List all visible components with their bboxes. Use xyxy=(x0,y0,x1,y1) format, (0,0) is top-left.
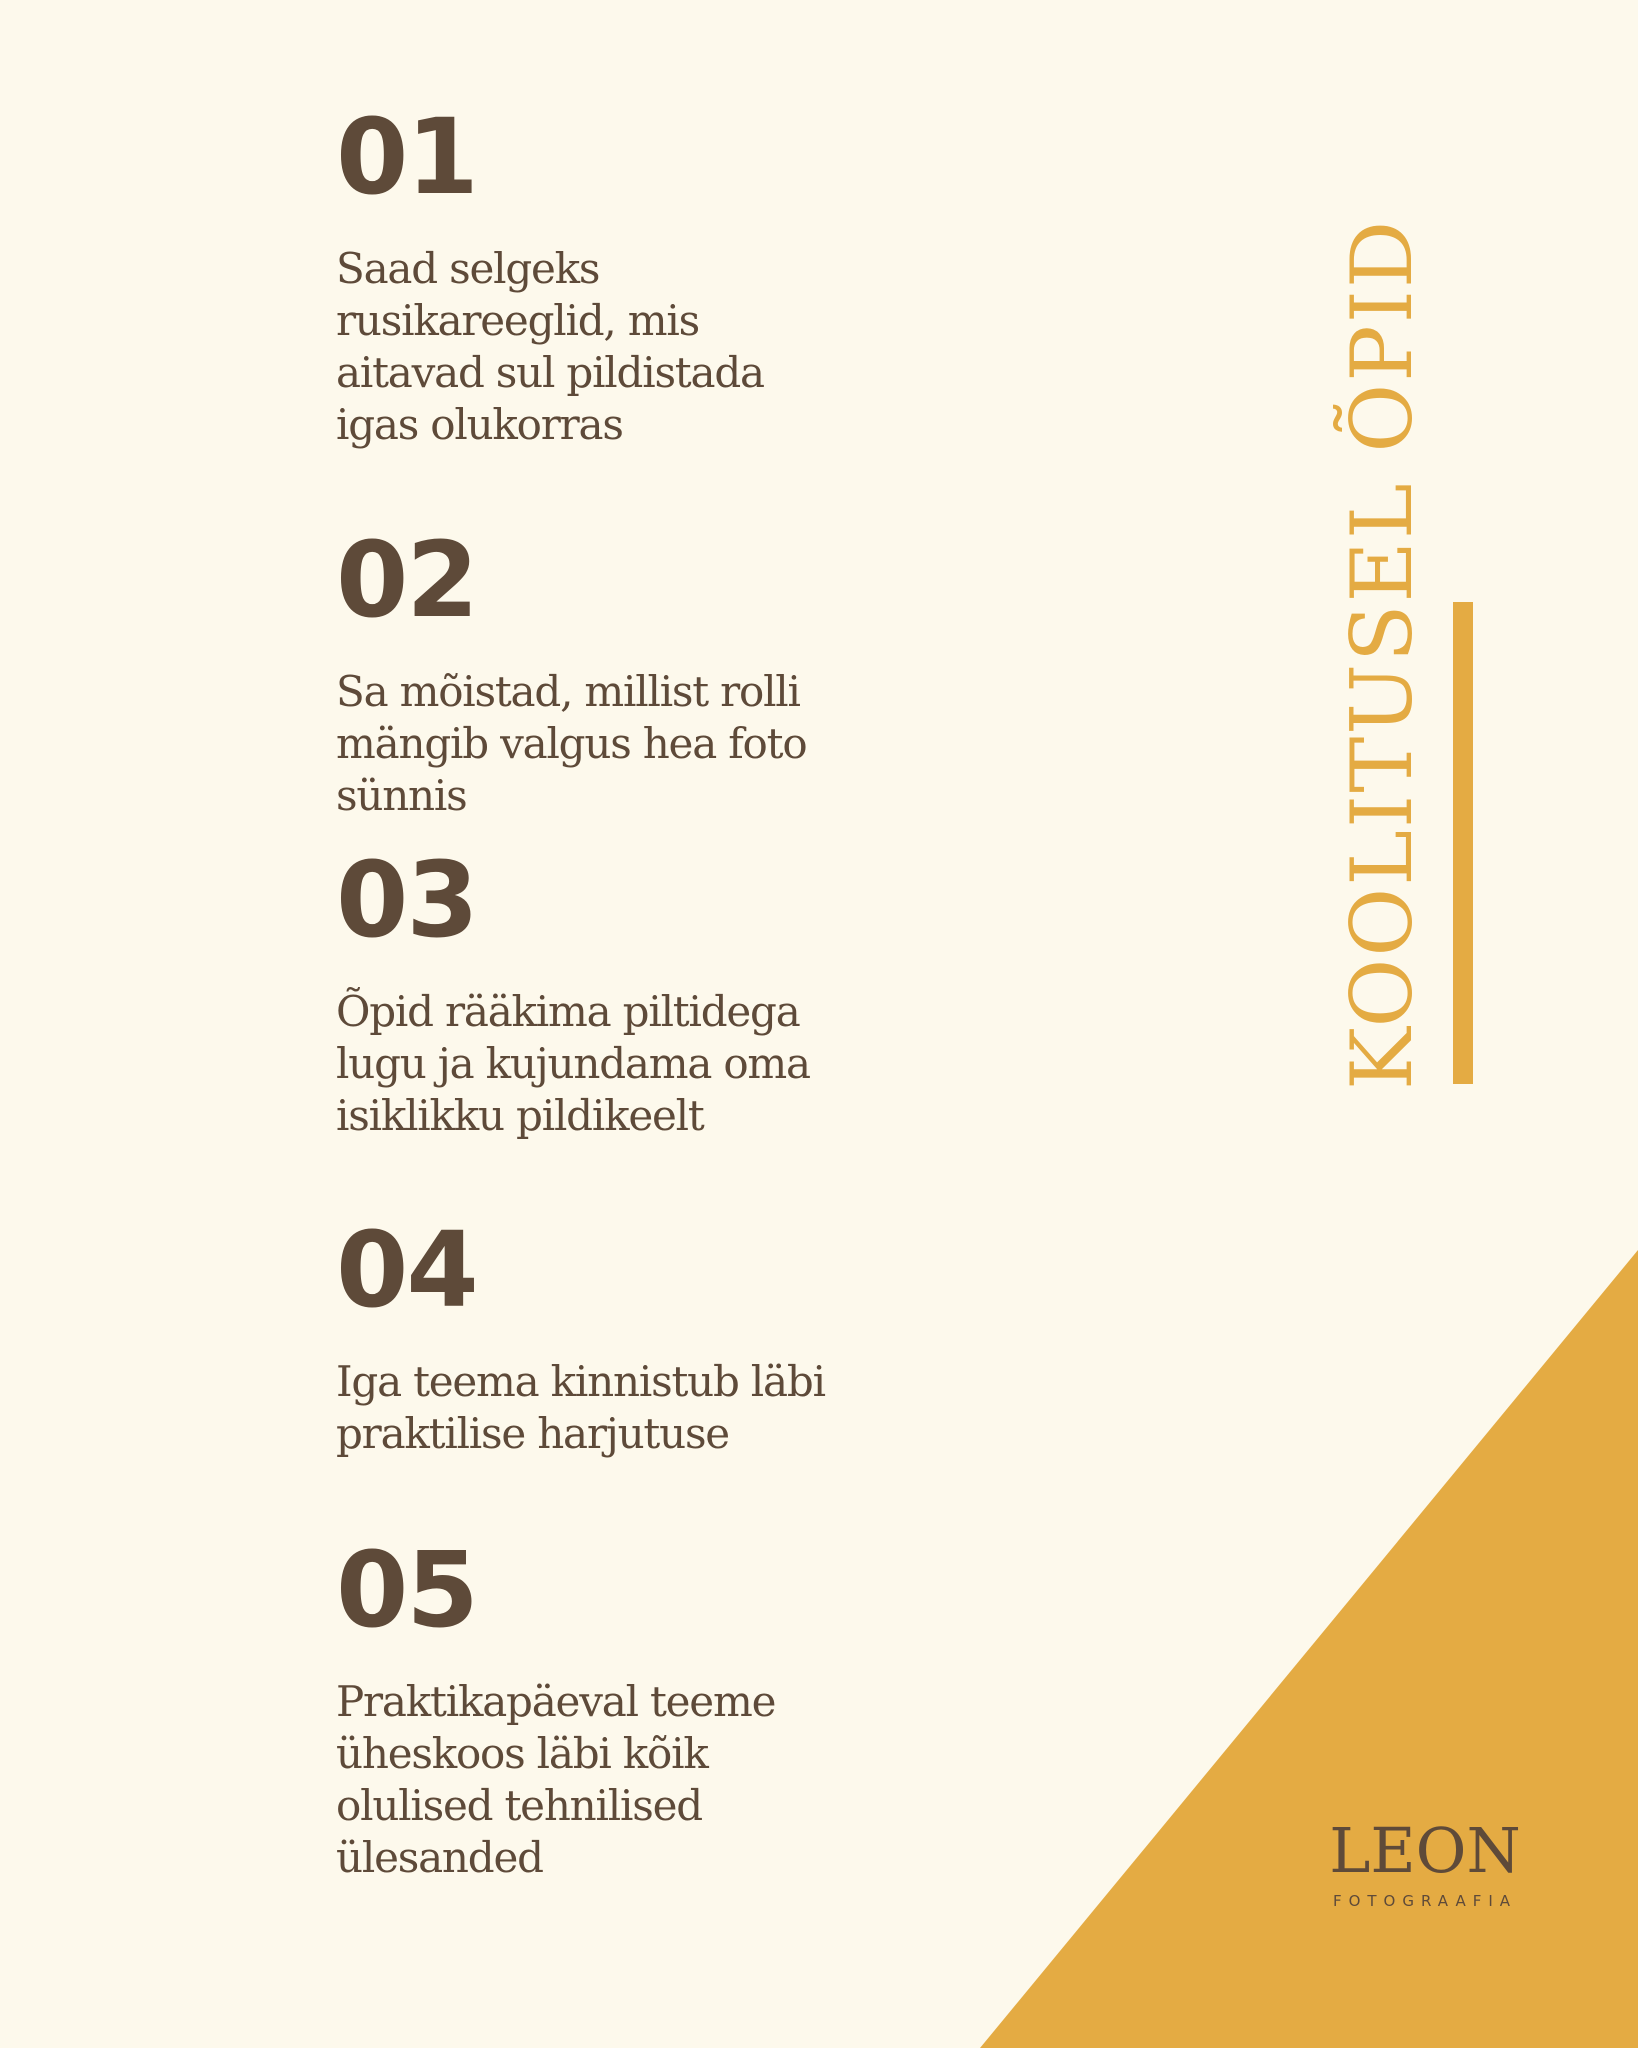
list-item-02 xyxy=(336,519,807,822)
item-text: Sa mõistad, millist rolli mängib valgus hea foto sünnis xyxy=(336,667,807,820)
item-number: 04 xyxy=(336,1209,477,1331)
item-number: 05 xyxy=(336,1529,477,1651)
list-item-03 xyxy=(336,839,810,1142)
item-text: Saad selgeks rusikareeglid, mis aitavad sul pildistada igas olukorras xyxy=(336,244,764,449)
item-number: 01 xyxy=(336,96,477,218)
item-number: 03 xyxy=(336,839,477,961)
item-text: Õpid rääkima piltidega lugu ja kujundama oma isiklikku pildikeelt xyxy=(336,987,810,1140)
list-item-04 xyxy=(336,1209,825,1460)
page-title: KOOLITUSEL ÕPID xyxy=(1333,218,1431,1090)
item-text: Iga teema kinnistub läbi praktilise harjutuse xyxy=(336,1357,825,1458)
logo-subtitle: FOTOGRAAFIA xyxy=(1332,1892,1518,1910)
item-number: 02 xyxy=(336,519,477,641)
list-item-01 xyxy=(336,96,764,451)
brand-logo xyxy=(1300,1814,1550,1910)
item-text: Praktikapäeval teeme üheskoos läbi kõik olulised tehnilised ülesanded xyxy=(336,1677,776,1882)
title-divider xyxy=(1453,602,1473,1084)
list-item-05 xyxy=(336,1529,776,1884)
logo-name: LEON xyxy=(1329,1814,1521,1887)
